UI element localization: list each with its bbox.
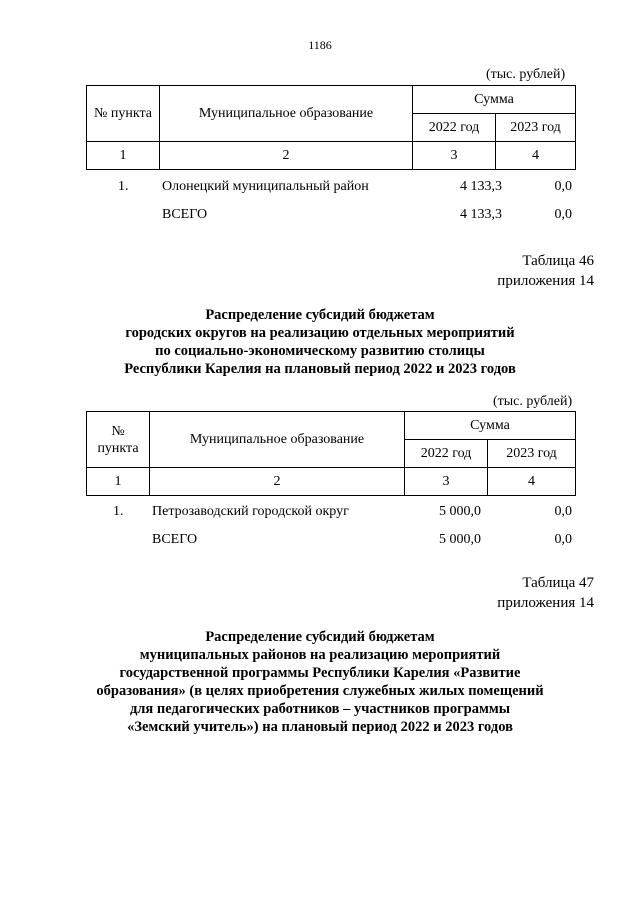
table2-unit: (тыс. рублей) xyxy=(493,394,573,409)
table46-reference xyxy=(497,251,594,291)
row-2023: 0,0 xyxy=(554,179,572,194)
col-number: 1 xyxy=(87,468,150,496)
heading-line: Распределение субсидий бюджетам xyxy=(205,629,435,645)
table47-reference xyxy=(497,573,594,613)
row-num: 1. xyxy=(113,504,124,519)
heading-line: муниципальных районов на реализацию мероприятий xyxy=(139,647,501,663)
col-number: 2 xyxy=(150,468,405,496)
header-2023: 2023 год xyxy=(496,114,576,142)
row-name: ВСЕГО xyxy=(162,207,208,222)
row-2023: 0,0 xyxy=(554,532,572,547)
heading-line: городских округов на реализацию отдельных мероприятий xyxy=(125,325,515,341)
heading-line: для педагогических работников – участников программы xyxy=(129,701,511,717)
header-2022: 2022 год xyxy=(413,114,496,142)
header-municipality: Муниципальное образование xyxy=(160,86,413,142)
table-number: Таблица 47 xyxy=(522,575,594,591)
table46-heading xyxy=(40,306,600,378)
table-row xyxy=(0,531,640,549)
table-row xyxy=(0,206,640,224)
table-number: Таблица 46 xyxy=(522,253,594,269)
table1-unit: (тыс. рублей) xyxy=(486,67,566,82)
header-2022: 2022 год xyxy=(405,440,488,468)
col-number: 2 xyxy=(160,142,413,170)
heading-line: государственной программы Республики Карелия «Развитие xyxy=(119,665,521,681)
heading-line: «Земский учитель») на плановый период 2022 и 2023 годов xyxy=(127,719,513,735)
header-sum: Сумма xyxy=(413,86,576,114)
header-num xyxy=(87,412,150,468)
heading-line: образования» (в целях приобретения служебных жилых помещений xyxy=(96,683,544,699)
col-number: 4 xyxy=(496,142,576,170)
row-2022: 4 133,3 xyxy=(460,179,502,194)
appendix-ref: приложения 14 xyxy=(497,595,594,611)
col-number: 3 xyxy=(413,142,496,170)
heading-line: по социально-экономическому развитию столицы xyxy=(155,343,485,359)
col-number: 1 xyxy=(87,142,160,170)
row-name: ВСЕГО xyxy=(152,532,198,547)
row-2023: 0,0 xyxy=(554,207,572,222)
row-name: Олонецкий муниципальный район xyxy=(162,179,369,194)
row-2022: 5 000,0 xyxy=(439,504,481,519)
header-sum: Сумма xyxy=(405,412,576,440)
row-2023: 0,0 xyxy=(554,504,572,519)
col-number: 3 xyxy=(405,468,488,496)
table-row xyxy=(0,178,640,196)
appendix-ref: приложения 14 xyxy=(497,273,594,289)
header-num: № пункта xyxy=(87,86,160,142)
header-num-line: пункта xyxy=(97,440,139,456)
page-number: 1186 xyxy=(308,38,332,52)
row-num: 1. xyxy=(118,179,129,194)
table47-heading xyxy=(40,628,600,736)
row-name: Петрозаводский городской округ xyxy=(152,504,349,519)
col-number: 4 xyxy=(488,468,576,496)
heading-line: Распределение субсидий бюджетам xyxy=(205,307,435,323)
table1-header xyxy=(86,85,576,170)
row-2022: 4 133,3 xyxy=(460,207,502,222)
table-row xyxy=(0,503,640,521)
table2-header xyxy=(86,411,576,496)
header-num-line: № xyxy=(111,423,125,439)
header-municipality: Муниципальное образование xyxy=(150,412,405,468)
heading-line: Республики Карелия на плановый период 2022 и 2023 годов xyxy=(124,361,516,377)
header-2023: 2023 год xyxy=(488,440,576,468)
row-2022: 5 000,0 xyxy=(439,532,481,547)
